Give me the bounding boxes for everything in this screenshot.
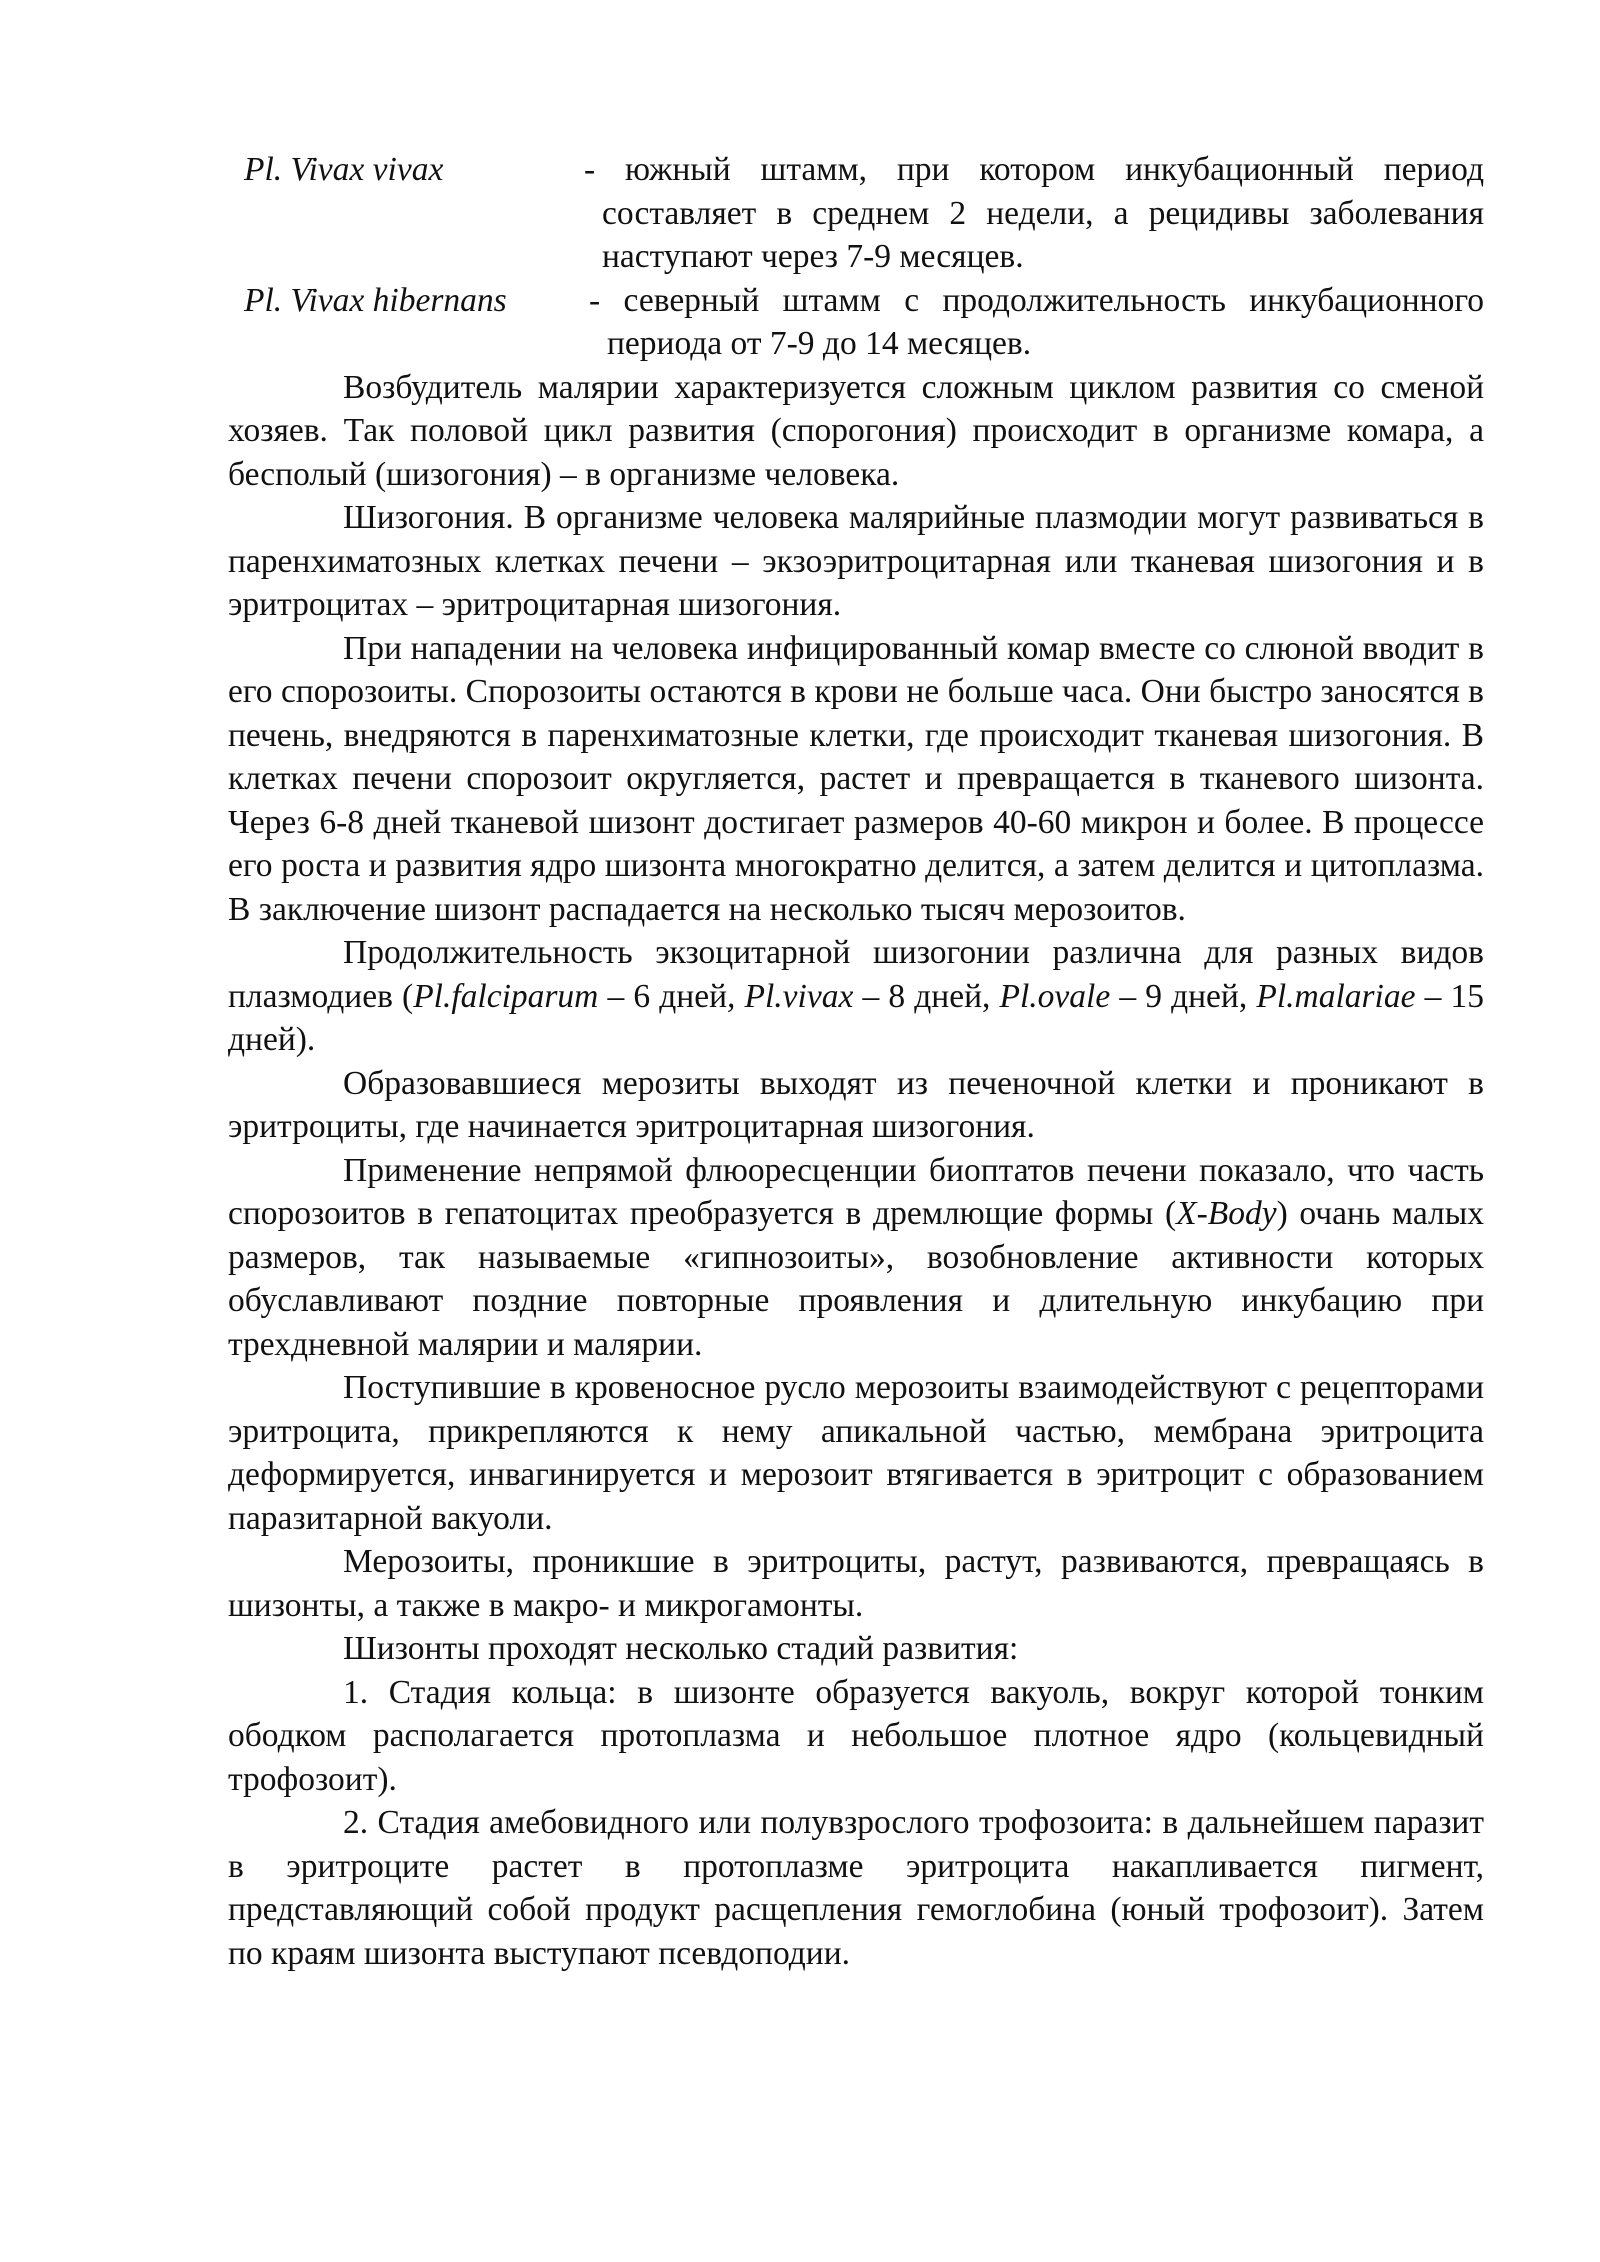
text-span: ,	[727, 977, 736, 1015]
paragraph-stage-amoeboid: 2. Стадия амебовидного или полувзрослого трофозоита: в дальнейшем паразит в эритроците растет в протоплазме эритроцита накапливается пигмент, представляющий собой продукт расщепления гемоглобина (юный трофозоит). Затем по краям шизонта выступают псевдоподии.	[228, 1804, 1484, 1972]
term: X-Body	[1176, 1195, 1277, 1232]
paragraph-stage-ring: 1. Стадия кольца: в шизонте образуется вакуоль, вокруг которой тонким ободком располагается протоплазма и небольшое плотное ядро (кольцевидный трофозоит).	[228, 1673, 1484, 1798]
paragraph-gamonts: Мерозоиты, проникшие в эритроциты, растут, развиваются, превращаясь в шизонты, а также в макро- и микрогамонты.	[228, 1543, 1484, 1624]
paragraph-schizogony: Шизогония. В организме человека малярийные плазмодии могут развиваться в паренхиматозных клетках печени – экзоэритроцитарная или тканевая шизогония и в эритроцитах – эритроцитарная шизогония.	[228, 499, 1484, 623]
paragraph-hypnozoites	[228, 1149, 1484, 1367]
text-span: – 15 дней).	[228, 977, 1484, 1058]
strain-entry	[228, 148, 1484, 279]
text-span: Продолжительность экзоцитарной шизогонии различна для разных видов плазмодиев (	[228, 934, 1484, 1015]
text-span: – 6 дней	[598, 977, 728, 1015]
species-name: Pl.vivax	[735, 977, 854, 1015]
paragraph-merozoites: Образовавшиеся мерозиты выходят из печеночной клетки и проникают в эритроциты, где начинается эритроцитарная шизогония.	[228, 1064, 1484, 1145]
text-span: – 9 дней,	[1110, 977, 1257, 1015]
text-span: – 8 дней,	[853, 977, 1000, 1015]
text-span: ) очань малых размеров, так называемые «гипнозоиты», возобновление активности которых обуславливают поздние повторные проявления и длительную инкубацию при трехдневной малярии и малярии.	[228, 1195, 1484, 1363]
strain-description: - северный штамм с продолжительность инкубационного периода от 7-9 до 14 месяцев.	[589, 281, 1484, 362]
species-name: Pl.falciparum	[413, 977, 599, 1015]
strain-name: Pl. Vivax vivax	[244, 151, 444, 188]
paragraph-sporozoites: При нападении на человека инфицированный комар вместе со слюной вводит в его спорозоиты. Спорозоиты остаются в крови не больше часа. Они быстро заносятся в печень, внедряются в паренхиматозные клетки, где происходит тканевая шизогония. В клетках печени спорозоит округляется, растет и превращается в тканевого шизонта. Через 6-8 дней тканевой шизонт достигает размеров 40-60 микрон и более. В процессе его роста и развития ядро шизонта многократно делится, а затем делится и цитоплазма. В заключение шизонт распадается на несколько тысяч мерозоитов.	[228, 629, 1484, 928]
paragraph-invasion: Поступившие в кровеносное русло мерозоиты взаимодействуют с рецепторами эритроцита, прикрепляются к нему апикальной частью, мембрана эритроцита деформируется, инвагинируется и мерозоит втягивается в эритроцит с образованием паразитарной вакуоли.	[228, 1369, 1484, 1537]
strain-entry	[228, 279, 1484, 366]
species-name: Pl.ovale	[999, 977, 1111, 1015]
species-name: Pl.malariae	[1256, 977, 1416, 1015]
paragraph-stages-intro: Шизонты проходят несколько стадий развития:	[343, 1630, 1019, 1667]
strain-name: Pl. Vivax hibernans	[244, 281, 507, 319]
text-span: Применение непрямой флюоресценции биоптатов печени показало, что часть спорозоитов в гепатоцитах преобразуется в дремлющие формы (	[228, 1151, 1484, 1232]
document-page	[228, 148, 1484, 1975]
paragraph-duration	[228, 931, 1484, 1062]
strain-description: - южный штамм, при котором инкубационный период составляет в среднем 2 недели, а рецидивы заболевания наступают через 7-9 месяцев.	[584, 151, 1484, 275]
paragraph-life-cycle: Возбудитель малярии характеризуется сложным циклом развития со сменой хозяев. Так половой цикл развития (спорогония) происходит в организме комара, а бесполый (шизогония) – в организме человека.	[228, 368, 1484, 493]
